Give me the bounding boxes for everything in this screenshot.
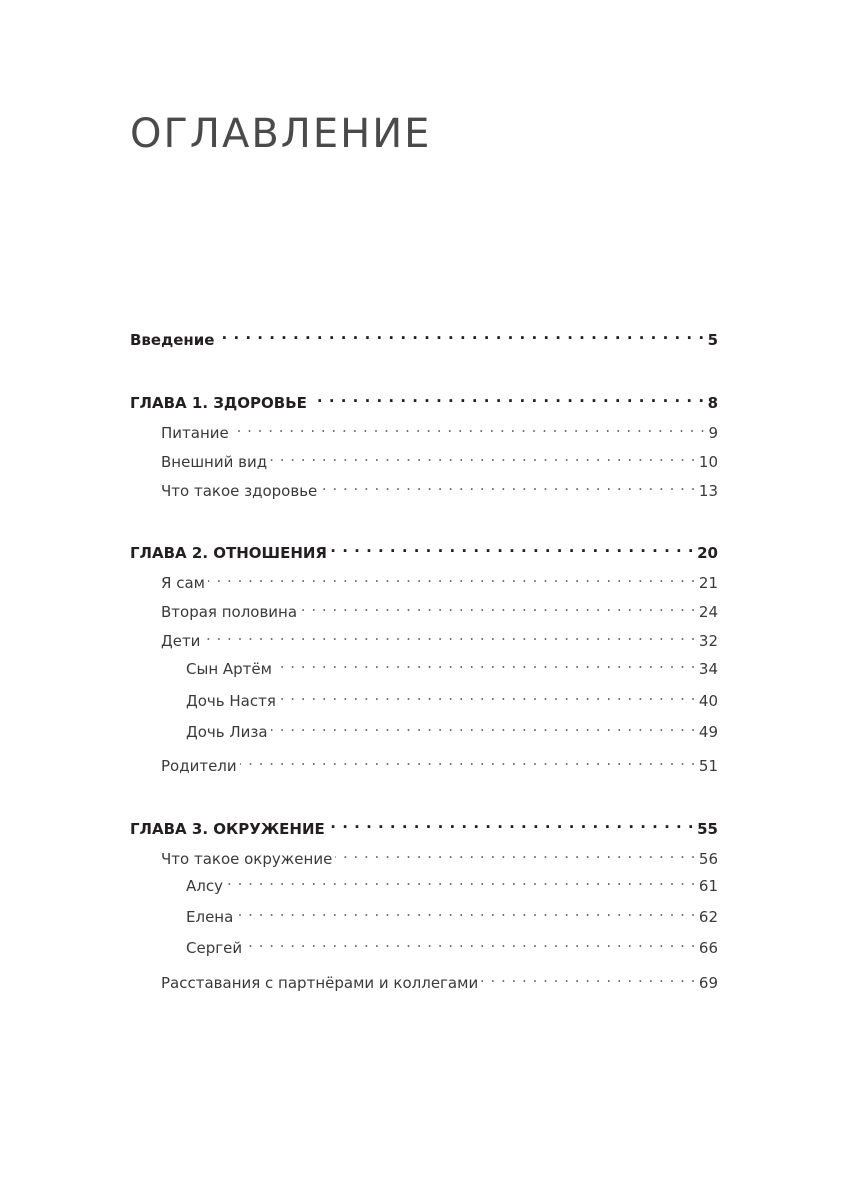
toc-entry-sergey[interactable] — [186, 931, 718, 957]
dot-leader — [335, 842, 696, 864]
toc-entry-label: Питание — [161, 424, 229, 442]
toc-page-number: 32 — [698, 632, 718, 650]
toc-page-number: 21 — [698, 574, 718, 592]
dot-leader — [226, 869, 696, 891]
toc-entry-daughter-nastya[interactable] — [186, 684, 718, 710]
toc-entry-label: Что такое здоровье — [161, 482, 318, 500]
toc-entry-nutrition[interactable] — [161, 416, 718, 442]
toc-entry-label: Родители — [161, 757, 237, 775]
toc-entry-label: Алсу — [186, 877, 223, 895]
toc-entry-alsu[interactable] — [186, 869, 718, 895]
toc-entry-son-artyom[interactable] — [186, 652, 718, 678]
toc-entry-appearance[interactable] — [161, 445, 718, 471]
toc-page-number: 69 — [698, 974, 718, 992]
dot-leader — [271, 715, 696, 737]
toc-page-number: 24 — [698, 603, 718, 621]
toc-entry-myself[interactable] — [161, 566, 718, 592]
dot-leader — [245, 931, 696, 953]
dot-leader — [217, 323, 704, 345]
toc-entry-label: Дочь Лиза — [186, 723, 268, 741]
dot-leader — [330, 536, 694, 558]
toc-entry-label: Сергей — [186, 939, 243, 957]
toc-entry-label: ГЛАВА 1. ЗДОРОВЬЕ — [130, 394, 307, 412]
toc-page-number: 5 — [707, 331, 718, 349]
dot-leader — [328, 812, 694, 834]
toc-entry-label: Дочь Настя — [186, 692, 276, 710]
dot-leader — [232, 416, 706, 438]
toc-page-number: 10 — [698, 453, 718, 471]
toc-page-number: 49 — [698, 723, 718, 741]
dot-leader — [270, 445, 696, 467]
toc-page-number: 13 — [698, 482, 718, 500]
toc-entry-label: Вторая половина — [161, 603, 298, 621]
toc-entry-daughter-liza[interactable] — [186, 715, 718, 741]
toc-entry-chapter-2[interactable] — [130, 536, 718, 562]
toc-page-number: 62 — [698, 908, 718, 926]
toc-entry-label: Что такое окружение — [161, 850, 333, 868]
dot-leader — [320, 474, 696, 496]
toc-entry-chapter-3[interactable] — [130, 812, 718, 838]
toc-entry-parents[interactable] — [161, 749, 718, 775]
toc-page-number: 66 — [698, 939, 718, 957]
dot-leader — [208, 566, 696, 588]
dot-leader — [236, 900, 696, 922]
toc-page-number: 51 — [698, 757, 718, 775]
toc-entry-label: Сын Артём — [186, 660, 272, 678]
toc-entry-label: Елена — [186, 908, 234, 926]
toc-page-number: 40 — [698, 692, 718, 710]
dot-leader — [275, 652, 696, 674]
toc-entry-what-is-health[interactable] — [161, 474, 718, 500]
toc-page-number: 34 — [698, 660, 718, 678]
toc-entry-children[interactable] — [161, 624, 718, 650]
toc-entry-label: ГЛАВА 3. ОКРУЖЕНИЕ — [130, 820, 325, 838]
dot-leader — [310, 386, 705, 408]
toc-entry-chapter-1[interactable] — [130, 386, 718, 412]
toc-page-number: 9 — [708, 424, 718, 442]
dot-leader — [481, 966, 696, 988]
toc-page-number: 55 — [697, 820, 718, 838]
toc-entry-label: Введение — [130, 331, 215, 349]
toc-entry-label: Дети — [161, 632, 201, 650]
toc-entry-label: ГЛАВА 2. ОТНОШЕНИЯ — [130, 544, 327, 562]
toc-entry-other-half[interactable] — [161, 595, 718, 621]
toc-page-number: 61 — [698, 877, 718, 895]
toc-page-number: 8 — [707, 394, 718, 412]
toc-entry-introduction[interactable] — [130, 323, 718, 349]
toc-entry-partings[interactable] — [161, 966, 718, 992]
toc-entry-elena[interactable] — [186, 900, 718, 926]
dot-leader — [300, 595, 696, 617]
toc-entry-label: Внешний вид — [161, 453, 268, 471]
toc-page-number: 20 — [697, 544, 718, 562]
dot-leader — [203, 624, 695, 646]
toc-entry-label: Я сам — [161, 574, 205, 592]
page-title: ОГЛАВЛЕНИЕ — [130, 111, 432, 157]
toc-entry-label: Расставания с партнёрами и коллегами — [161, 974, 479, 992]
dot-leader — [279, 684, 696, 706]
dot-leader — [240, 749, 696, 771]
toc-page-number: 56 — [698, 850, 718, 868]
toc-entry-what-is-environment[interactable] — [161, 842, 718, 868]
